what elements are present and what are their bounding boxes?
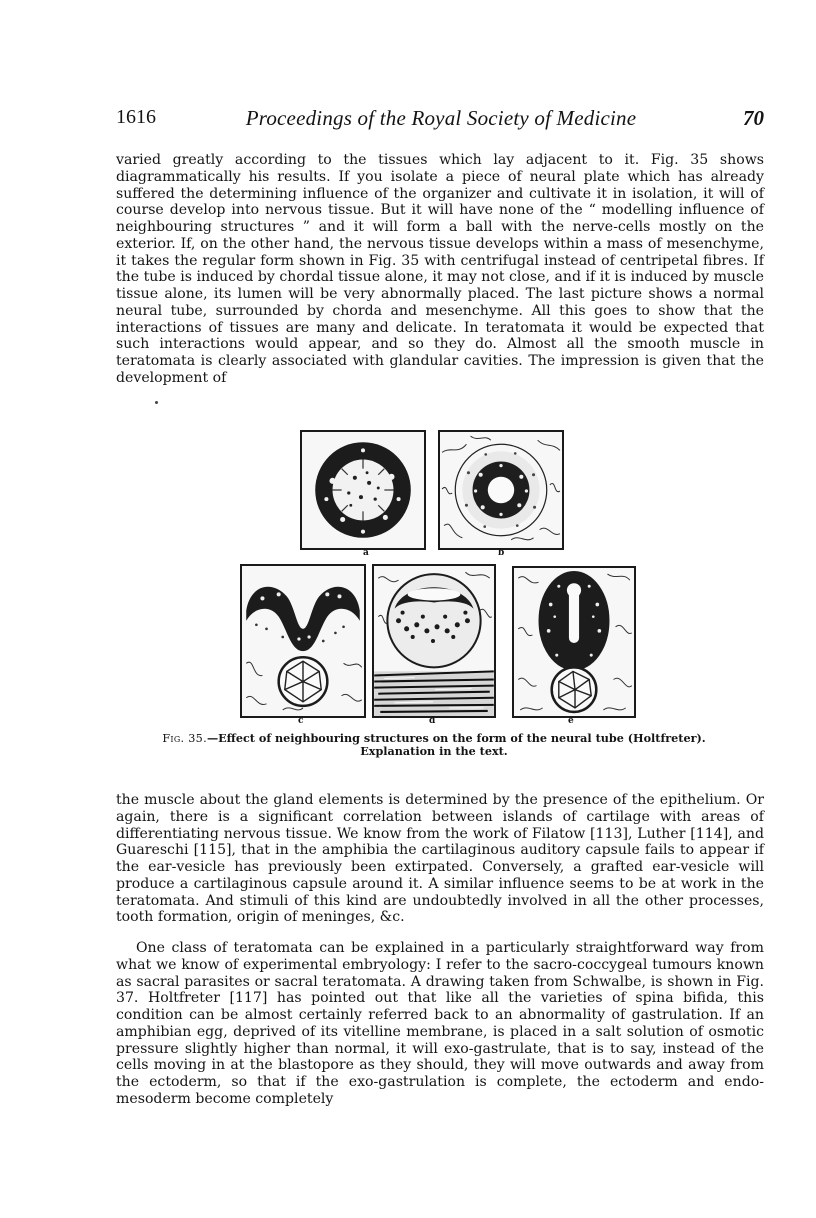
paragraph-1: varied greatly according to the tissues which lay adjacent to it. Fig. 35 shows diagrammatically his results. If you isolate a piece of neural plate which has already suffered the determining influence of the organizer and cultivate it in isolation, it will of course develop into nervous tissue. But it will have none of the “ modelling influence of neighbouring structures ” and it will form a ball with the nerve-cells mostly on the exterior. If, on the other hand, the nervous tissue develops within a mass of mesenchyme, it takes the regular form shown in Fig. 35 with centrifugal instead of centripetal fibres. If the tube is induced by chordal tissue alone, it may not close, and if it is induced by muscle tissue alone, its lumen will be very abnormally placed. The last picture shows a normal neural tube, surrounded by chorda and mesenchyme. All this goes to show that the interactions of tissues are many and delicate. In teratomata it would be expected that such interactions would appear, and so they do. Almost all the smooth muscle in teratomata is clearly associated with glandular cavities. The impression is given that the development of	[116, 152, 764, 386]
caption-line-2: Explanation in the text.	[360, 744, 508, 758]
figure-caption	[152, 732, 716, 758]
caption-figure-number: Fig. 35.	[162, 732, 207, 745]
panel-a-drawing	[302, 432, 424, 548]
page-number: 1616	[116, 106, 156, 128]
panel-c-drawing	[242, 566, 364, 716]
panel-label-c: c	[298, 716, 304, 726]
volume-number: 70	[743, 106, 764, 130]
panel-label-b: b	[498, 548, 505, 558]
panel-d-drawing	[374, 566, 494, 716]
panel-label-d: d	[429, 716, 436, 726]
figure-panel-c	[240, 564, 366, 718]
paragraph-2: the muscle about the gland elements is determined by the presence of the epithelium. Or again, there is a significant correlation between islands of cartilage with areas of differentiating nervous tissue. We know from the work of Filatow [113], Luther [114], and Guareschi [115], that in the amphibia the cartilaginous auditory capsule fails to appear if the ear-vesicle has previously been extirpated. Conversely, a grafted ear-vesicle will produce a cartilaginous capsule around it. A similar influence seems to be at work in the teratomata. And stimuli of this kind are undoubtedly involved in all the other processes, tooth formation, origin of meninges, &c.	[116, 792, 764, 926]
caption-text: —Effect of neighbouring structures on the form of the neural tube (Holtfreter).	[206, 731, 706, 745]
panel-b-drawing	[440, 432, 562, 548]
figure-panel-b	[438, 430, 564, 550]
paragraph-3: One class of teratomata can be explained in a particularly straightforward way from what we know of experimental embryology: I refer to the sacro-coccygeal tumours known as sacral parasites or sacral teratomata. A drawing taken from Schwalbe, is shown in Fig. 37. Holtfreter [117] has pointed out that like all the varieties of spina bifida, this condition can be almost certainly referred back to an abnormality of gastrulation. If an amphibian egg, deprived of its vitelline membrane, is placed in a salt solution of osmotic pressure slightly higher than normal, it will exo-gastrulate, that is to say, instead of the cells moving in at the blastopore as they should, they will move outwards and away from the ectoderm, so that if the exo-gastrulation is complete, the ectoderm and endo-mesoderm become completely	[116, 940, 764, 1107]
panel-label-a: a	[363, 548, 369, 558]
figure-panel-d	[372, 564, 496, 718]
journal-title: Proceedings of the Royal Society of Medicine	[245, 106, 637, 130]
running-head	[116, 104, 766, 134]
print-speck	[155, 401, 158, 404]
panel-e-drawing	[514, 568, 634, 716]
figure-panel-e	[512, 566, 636, 718]
figure-panel-a	[300, 430, 426, 550]
panel-label-e: e	[568, 716, 574, 726]
figure-35	[236, 426, 636, 726]
